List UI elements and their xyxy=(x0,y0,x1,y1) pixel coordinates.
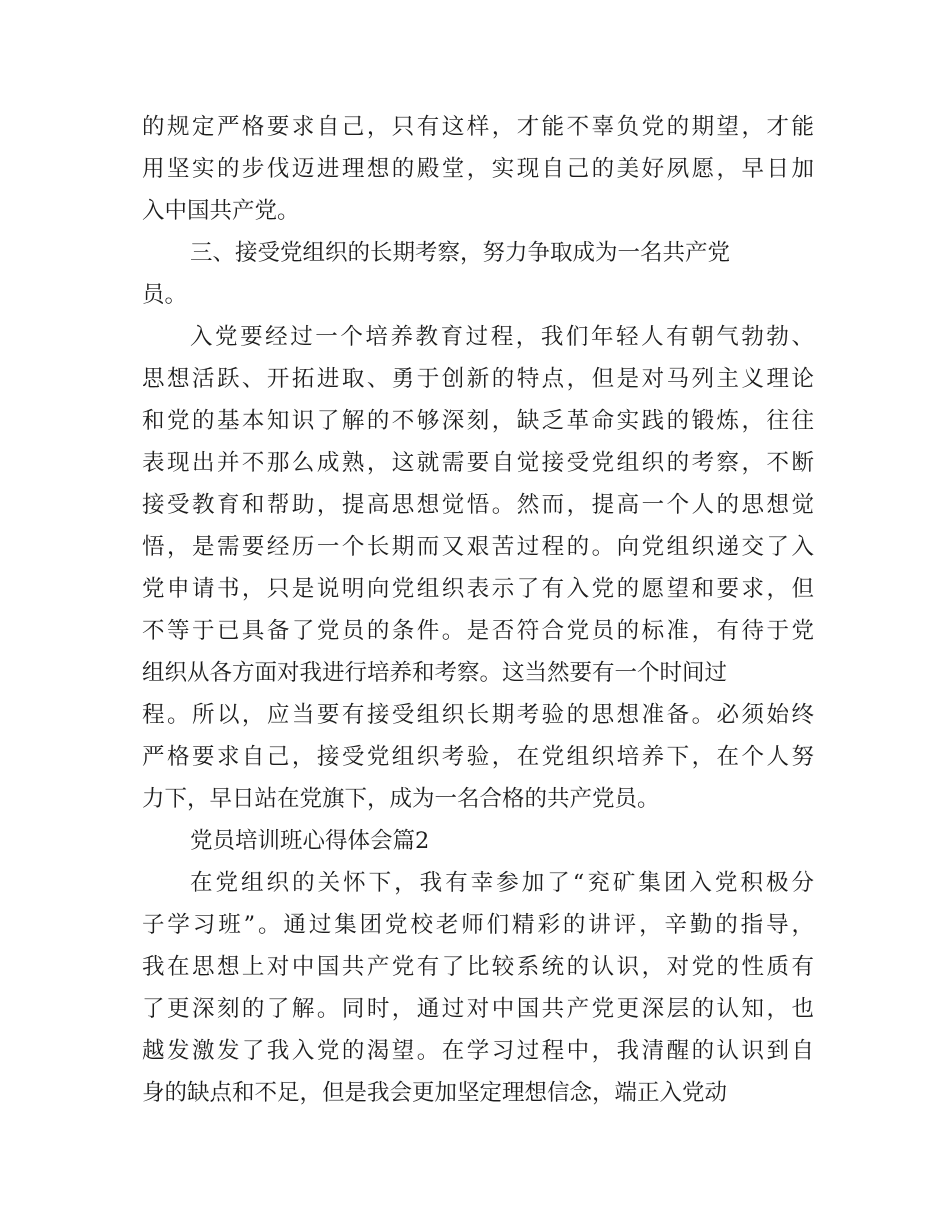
text-line: 接受教育和帮助，提高思想觉悟。然而，提高一个人的思想觉 xyxy=(142,492,814,518)
text-line: 子学习班”。通过集团党校老师们精彩的讲评，辛勤的指导， xyxy=(142,912,814,938)
text-line: 力下，早日站在党旗下，成为一名合格的共产党员。 xyxy=(142,786,660,812)
text-line: 表现出并不那么成熟，这就需要自觉接受党组织的考察，不断 xyxy=(142,450,814,476)
text-line: 党员培训班心得体会篇2 xyxy=(190,828,430,854)
text-line: 了更深刻的了解。同时，通过对中国共产党更深层的认知，也 xyxy=(142,996,814,1022)
text-line: 党申请书，只是说明向党组织表示了有入党的愿望和要求，但 xyxy=(142,576,814,602)
text-line: 组织从各方面对我进行培养和考察。这当然要有一个时间过 xyxy=(142,660,728,686)
text-line: 入党要经过一个培养教育过程，我们年轻人有朝气勃勃、 xyxy=(190,324,814,350)
text-line: 我在思想上对中国共产党有了比较系统的认识，对党的性质有 xyxy=(142,954,814,980)
document-body xyxy=(142,106,814,1114)
text-line: 身的缺点和不足，但是我会更加坚定理想信念，端正入党动 xyxy=(142,1080,728,1106)
text-line: 用坚实的步伐迈进理想的殿堂，实现自己的美好夙愿，早日加 xyxy=(142,156,814,182)
text-line: 的规定严格要求自己，只有这样，才能不辜负党的期望，才能 xyxy=(142,114,814,140)
text-line: 入中国共产党。 xyxy=(142,198,300,224)
text-line: 程。所以，应当要有接受组织长期考验的思想准备。必须始终 xyxy=(142,702,814,728)
text-line: 严格要求自己，接受党组织考验，在党组织培养下，在个人努 xyxy=(142,744,814,770)
text-line: 悟，是需要经历一个长期而又艰苦过程的。向党组织递交了入 xyxy=(142,534,814,560)
text-line: 和党的基本知识了解的不够深刻，缺乏革命实践的锻炼，往往 xyxy=(142,408,814,434)
text-line: 三、接受党组织的长期考察，努力争取成为一名共产党 xyxy=(190,240,731,266)
text-line: 思想活跃、开拓进取、勇于创新的特点，但是对马列主义理论 xyxy=(142,366,814,392)
text-line: 不等于已具备了党员的条件。是否符合党员的标准，有待于党 xyxy=(142,618,814,644)
text-line: 员。 xyxy=(142,282,188,308)
text-line: 在党组织的关怀下，我有幸参加了“兖矿集团入党积极分 xyxy=(190,870,814,896)
text-line: 越发激发了我入党的渴望。在学习过程中，我清醒的认识到自 xyxy=(142,1038,814,1064)
